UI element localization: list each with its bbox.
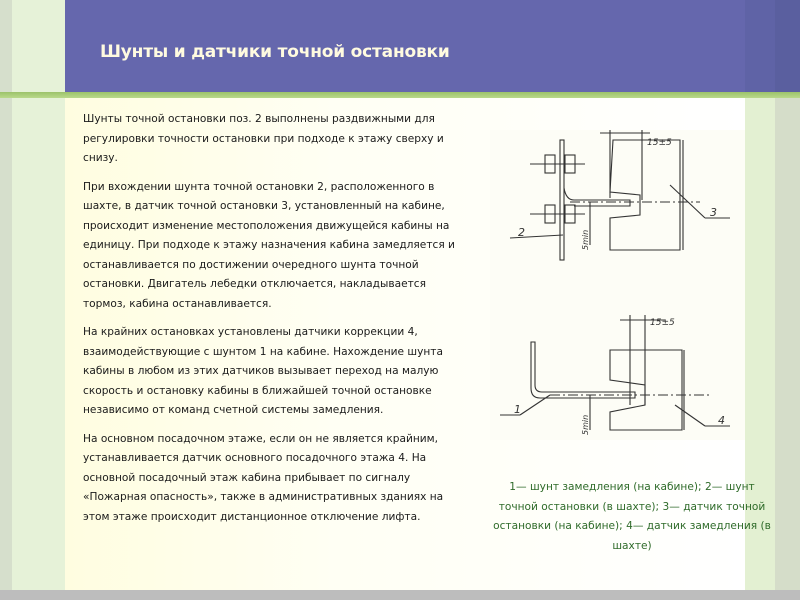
- slide-title: Шунты и датчики точной остановки: [100, 42, 450, 62]
- figure-caption: 1— шунт замедления (на кабине); 2— шунт точной остановки (в шахте); 3— датчик точной остановки (на кабине); 4— датчик замедления (в шахте): [493, 481, 771, 552]
- body-text: [83, 110, 458, 536]
- label-3: 3: [710, 206, 717, 219]
- header-band-right: [745, 0, 775, 92]
- gap-label: 5min: [581, 414, 590, 435]
- bottom-bar: [0, 590, 800, 600]
- paragraph: На основном посадочном этаже, если он не является крайним, устанавливается датчик основного посадочного этажа 4. На основной посадочный этаж кабина прибывает по сигналу «Пожарная опасность», также в административных зданиях на этом этаже происходит дистанционное отключение лифта.: [83, 432, 444, 523]
- upper-assembly-drawing: [510, 130, 730, 260]
- paragraph: Шунты точной остановки поз. 2 выполнены раздвижными для регулировки точности остановки при подходе к этажу сверху и снизу.: [83, 113, 444, 164]
- lower-assembly-drawing: [500, 315, 730, 435]
- left-decor-strip: [12, 0, 66, 600]
- label-2: 2: [518, 226, 525, 239]
- label-4: 4: [718, 414, 725, 427]
- dimension-label: 15±5: [650, 318, 675, 328]
- technical-drawing: [490, 130, 745, 440]
- dimension-label: 15±5: [647, 138, 672, 148]
- header-band-edge: [775, 0, 800, 92]
- paragraph: На крайних остановках установлены датчики коррекции 4, взаимодействующие с шунтом 1 на кабине. Нахождение шунта кабины в любом из этих датчиков вызывает переход на малую скорость и остановку кабины в ближайшей точной остановке независимо от команд счетной системы замедления.: [83, 326, 443, 416]
- paragraph: При вхождении шунта точной остановки 2, расположенного в шахте, в датчик точной остановки 3, установленный на кабине, происходит изменение местоположения движущейся кабины на единицу. При подходе к этажу назначения кабина замедляется и останавливается по достижении очередного шунта точной остановки. Двигатель лебедки отключается, накладывается тормоз, кабина останавливается.: [83, 180, 455, 310]
- label-1: 1: [514, 403, 521, 416]
- gap-label: 5min: [581, 229, 590, 250]
